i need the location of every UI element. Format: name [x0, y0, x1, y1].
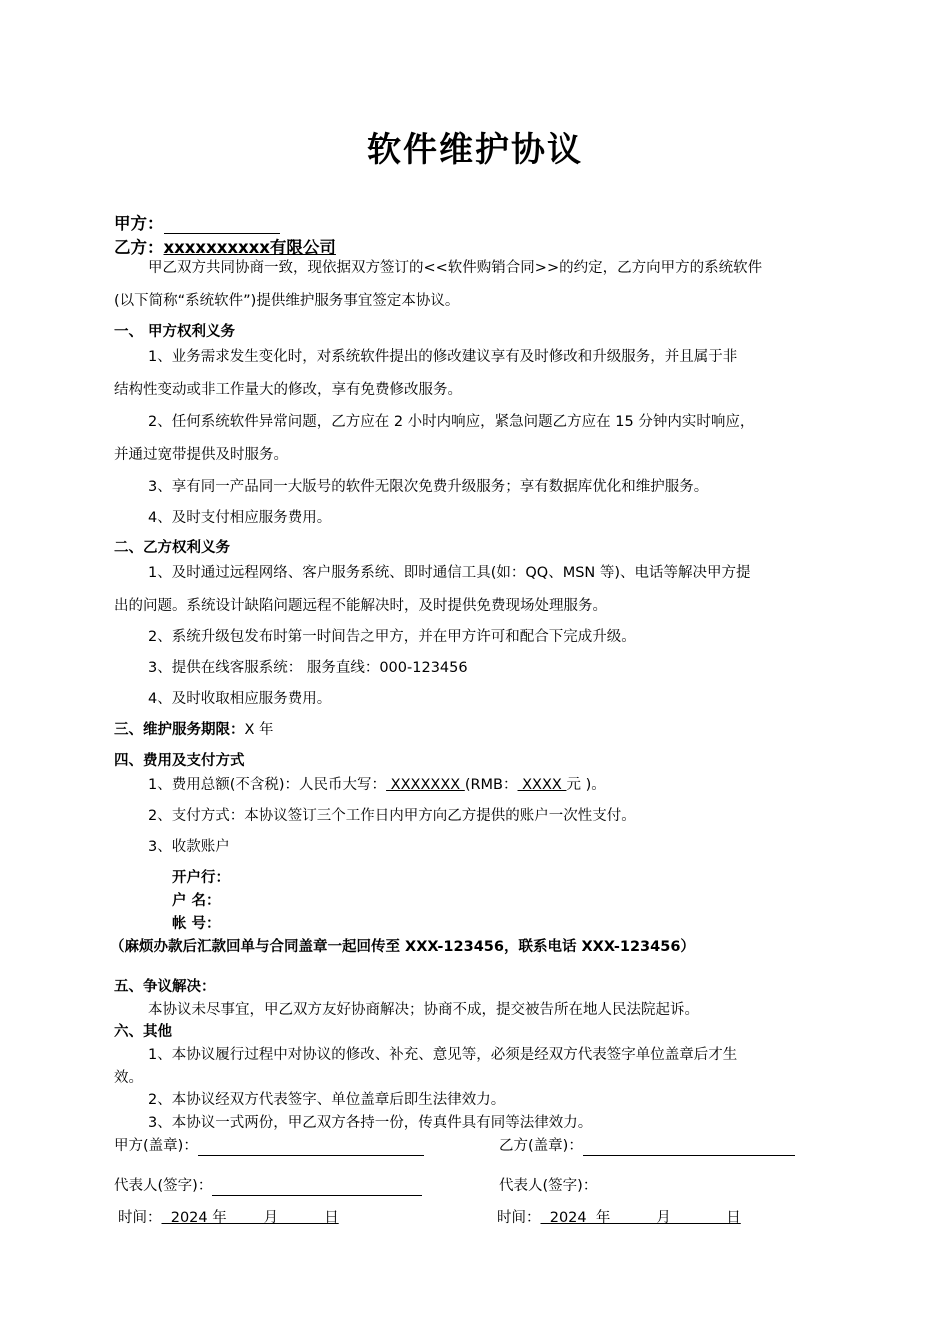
party-b-date: 2024 年 月 日 — [540, 1210, 741, 1226]
party-b-seal-label: 乙方(盖章)： — [499, 1138, 583, 1154]
party-b-name: xxxxxxxxxx有限公司 — [163, 238, 336, 257]
party-a-time-line — [118, 1208, 339, 1228]
party-a-time-label: 时间： — [118, 1210, 162, 1226]
party-b-seal-line — [499, 1136, 795, 1156]
party-b-seal-blank — [583, 1137, 795, 1156]
section-2-item-1b: 出的问题。系统设计缺陷问题远程不能解决时，及时提供免费现场处理服务。 — [114, 598, 607, 614]
document-title: 软件维护协议 — [367, 130, 583, 170]
section-6-heading: 六、其他 — [114, 1024, 172, 1040]
section-2-item-4: 4、及时收取相应服务费用。 — [148, 691, 332, 707]
fee-amount-words: XXXXXXX — [386, 777, 465, 793]
party-a-date: 2024 年 月 日 — [161, 1210, 339, 1226]
section-6-item-2: 2、本协议经双方代表签字、单位盖章后即生法律效力。 — [148, 1092, 506, 1108]
party-a-seal-label: 甲方(盖章)： — [114, 1138, 198, 1154]
fee-label: 1、费用总额(不含税)：人民币大写： — [148, 777, 387, 793]
section-4-heading: 四、费用及支付方式 — [114, 753, 245, 769]
payment-note: （麻烦办款后汇款回单与合同盖章一起回传至 XXX-123456，联系电话 XXX-123456） — [110, 939, 695, 955]
section-5-text: 本协议未尽事宜，甲乙双方友好协商解决；协商不成，提交被告所在地人民法院起诉。 — [148, 1002, 699, 1018]
section-3-value: X 年 — [244, 722, 274, 738]
fee-amount-rmb: XXXX — [517, 777, 567, 793]
section-2-item-2: 2、系统升级包发布时第一时间告之甲方，并在甲方许可和配合下完成升级。 — [148, 629, 636, 645]
section-3-heading: 三、维护服务期限： — [114, 722, 245, 738]
party-a-rep-label: 代表人(签字)： — [114, 1178, 213, 1194]
section-2-heading: 二、乙方权利义务 — [114, 540, 230, 556]
account-name-label: 户 名： — [172, 893, 221, 909]
party-b-line — [114, 234, 336, 258]
fee-unit: 元 )。 — [566, 777, 606, 793]
party-b-time-line — [497, 1208, 741, 1228]
section-4-item-1 — [148, 775, 606, 795]
party-a-seal-line — [114, 1136, 424, 1156]
party-a-seal-blank — [198, 1137, 424, 1156]
section-2-item-1a: 1、及时通过远程网络、客户服务系统、即时通信工具(如：QQ、MSN 等)、电话等解决甲方提 — [148, 565, 751, 581]
section-1-heading: 一、 甲方权利义务 — [114, 324, 236, 340]
section-1-item-1a: 1、业务需求发生变化时，对系统软件提出的修改建议享有及时修改和升级服务，并且属于非 — [148, 349, 738, 365]
party-b-time-label: 时间： — [497, 1210, 541, 1226]
account-number-label: 帐 号： — [172, 916, 221, 932]
section-6-item-3: 3、本协议一式两份，甲乙双方各持一份，传真件具有同等法律效力。 — [148, 1115, 593, 1131]
party-a-line — [114, 210, 280, 234]
section-6-item-1b: 效。 — [114, 1070, 143, 1086]
party-a-label: 甲方： — [114, 214, 164, 233]
section-5-heading: 五、争议解决： — [114, 979, 216, 995]
party-a-rep-blank — [212, 1177, 422, 1196]
party-b-label: 乙方： — [114, 238, 164, 257]
section-1-item-2b: 并通过宽带提供及时服务。 — [114, 447, 288, 463]
section-3-line — [114, 720, 274, 740]
section-1-item-4: 4、及时支付相应服务费用。 — [148, 510, 332, 526]
bank-label: 开户行： — [172, 870, 230, 886]
intro-line-2: (以下简称“系统软件”)提供维护服务事宜签定本协议。 — [114, 293, 460, 309]
intro-line-1: 甲乙双方共同协商一致，现依据双方签订的<<软件购销合同>>的约定，乙方向甲方的系统软件 — [148, 260, 763, 276]
section-4-item-3: 3、收款账户 — [148, 839, 230, 855]
section-1-item-2a: 2、任何系统软件异常问题，乙方应在 2 小时内响应，紧急问题乙方应在 15 分钟内实时响应， — [148, 414, 755, 430]
fee-rmb-label: (RMB： — [464, 777, 518, 793]
party-a-rep-line — [114, 1176, 422, 1196]
party-a-blank — [164, 215, 280, 234]
section-2-item-3: 3、提供在线客服系统： 服务直线：000-123456 — [148, 660, 468, 676]
section-4-item-2: 2、支付方式：本协议签订三个工作日内甲方向乙方提供的账户一次性支付。 — [148, 808, 636, 824]
section-1-item-3: 3、享有同一产品同一大版号的软件无限次免费升级服务；享有数据库优化和维护服务。 — [148, 479, 709, 495]
section-1-item-1b: 结构性变动或非工作量大的修改，享有免费修改服务。 — [114, 382, 462, 398]
party-b-rep-label: 代表人(签字)： — [499, 1178, 598, 1194]
section-6-item-1a: 1、本协议履行过程中对协议的修改、补充、意见等，必须是经双方代表签字单位盖章后才生 — [148, 1047, 738, 1063]
